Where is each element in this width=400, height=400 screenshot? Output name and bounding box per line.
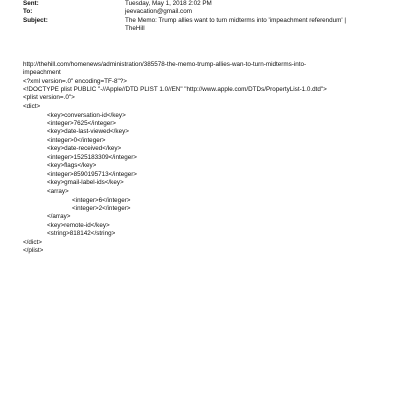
string-remote-id: <string>818142</string>	[47, 230, 116, 237]
integer-date-last-viewed: <integer>0</integer>	[47, 136, 106, 144]
array-integer-6: <integer>6</integer>	[72, 196, 131, 204]
key-conversation-id: <key>conversation-id</key>	[47, 111, 126, 119]
key-date-last-viewed: <key>date-last-viewed</key>	[47, 128, 129, 135]
subject-value-line1: The Memo: Trump allies want to turn midterms into 'impeachment referendum' |	[125, 16, 347, 24]
integer-flags: <integer>8590195713</integer>	[47, 170, 137, 178]
key-flags: <key>flags</key>	[47, 162, 97, 169]
plist-open: <plist version=.0">	[23, 94, 75, 101]
plist-close: </plist>	[23, 247, 44, 254]
sent-value: Tuesday, May 1, 2018 2:02 PM	[125, 0, 212, 7]
subject-value-line2: TheHill	[125, 25, 145, 32]
dict-close: </dict>	[23, 238, 42, 246]
subject-label: Subject:	[23, 16, 48, 24]
doctype-line: <!DOCTYPE plist PUBLIC "-//Apple//DTD PLIST 1.0//EN" "http://www.apple.com/DTDs/PropertyList-1.0.dtd">	[23, 85, 327, 93]
array-integer-2: <integer>2</integer>	[72, 205, 131, 212]
to-label: To:	[23, 8, 33, 15]
xml-declaration: <?xml version=.0" encoding=TF-8"?>	[23, 77, 127, 85]
url-line-1: http://thehill.com/homenews/administration/385578-the-memo-trump-allies-wan-to-turn-midterms-into-	[23, 61, 307, 68]
integer-date-received: <integer>1525183309</integer>	[47, 153, 137, 161]
to-value: jeevacation@gmail.com	[125, 8, 192, 15]
array-open: <array>	[47, 187, 69, 195]
dict-open: <dict>	[23, 102, 41, 110]
url-line-2: impeachment	[23, 69, 61, 76]
sent-label: Sent:	[23, 0, 39, 7]
integer-conversation-id: <integer>7625</integer>	[47, 119, 116, 127]
key-gmail-label-ids: <key>gmail-label-ids</key>	[47, 179, 124, 186]
array-close: </array>	[47, 213, 71, 220]
key-remote-id: <key>remote-id</key>	[47, 221, 110, 229]
key-date-received: <key>date-received</key>	[47, 145, 122, 152]
